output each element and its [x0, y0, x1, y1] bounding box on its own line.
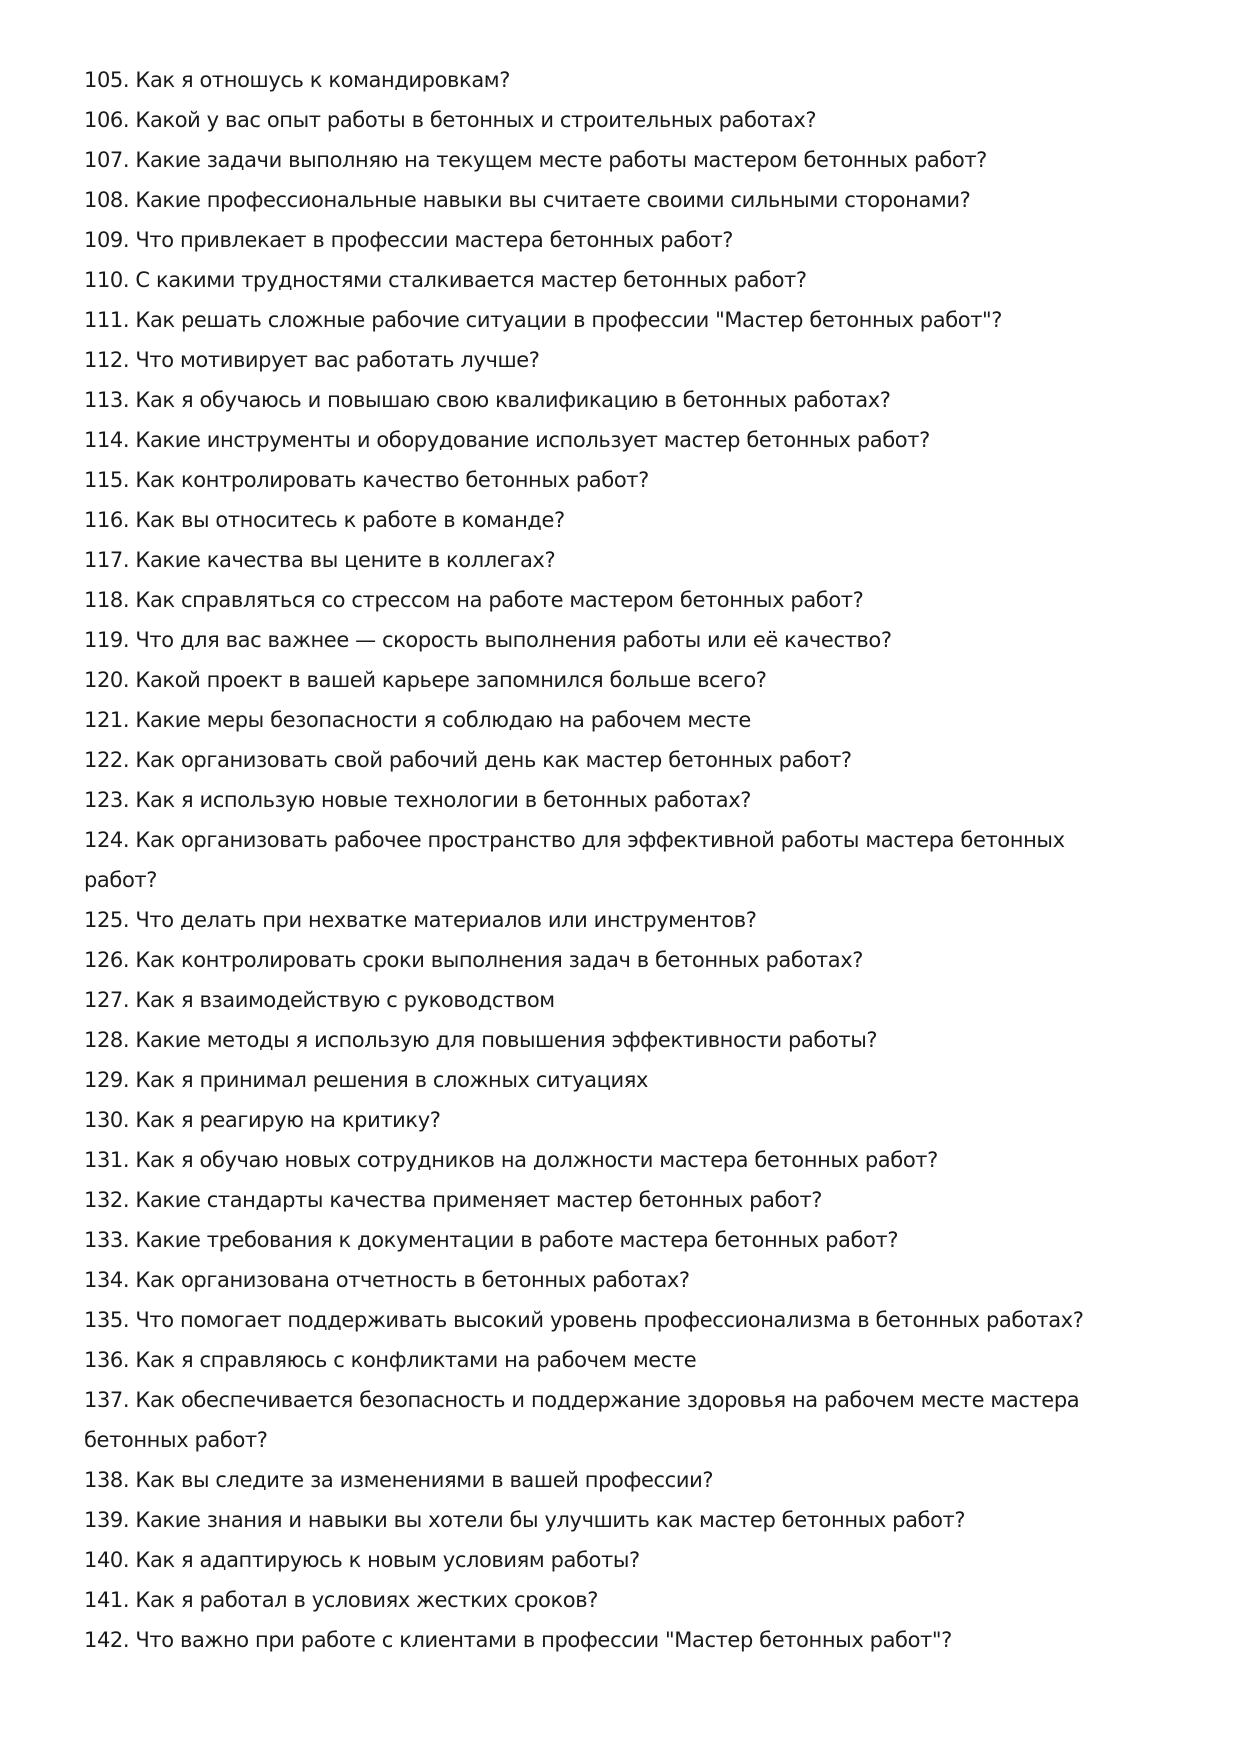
question-item: 130. Как я реагирую на критику? [84, 1108, 441, 1132]
question-item: 132. Какие стандарты качества применяет мастер бетонных работ? [84, 1188, 823, 1212]
question-item: 139. Какие знания и навыки вы хотели бы улучшить как мастер бетонных работ? [84, 1508, 966, 1532]
question-list [84, 60, 1194, 1660]
question-item: 114. Какие инструменты и оборудование использует мастер бетонных работ? [84, 428, 930, 452]
question-item: 120. Какой проект в вашей карьере запомнился больше всего? [84, 668, 767, 692]
question-item: 136. Как я справляюсь с конфликтами на рабочем месте [84, 1348, 697, 1372]
question-item: 113. Как я обучаюсь и повышаю свою квалификацию в бетонных работах? [84, 388, 891, 412]
question-item: 135. Что помогает поддерживать высокий уровень профессионализма в бетонных работах? [84, 1308, 1084, 1332]
question-item: 112. Что мотивирует вас работать лучше? [84, 348, 540, 372]
question-item: 109. Что привлекает в профессии мастера бетонных работ? [84, 228, 734, 252]
question-item: 122. Как организовать свой рабочий день как мастер бетонных работ? [84, 748, 852, 772]
question-item: 138. Как вы следите за изменениями в вашей профессии? [84, 1468, 714, 1492]
question-item: 137. Как обеспечивается безопасность и поддержание здоровья на рабочем месте мастера бетонных работ? [84, 1388, 1080, 1452]
question-item: 115. Как контролировать качество бетонных работ? [84, 468, 649, 492]
question-item: 129. Как я принимал решения в сложных ситуациях [84, 1068, 648, 1092]
question-item: 119. Что для вас важнее — скорость выполнения работы или её качество? [84, 628, 892, 652]
question-item: 126. Как контролировать сроки выполнения задач в бетонных работах? [84, 948, 863, 972]
question-item: 131. Как я обучаю новых сотрудников на должности мастера бетонных работ? [84, 1148, 938, 1172]
question-item: 121. Какие меры безопасности я соблюдаю на рабочем месте [84, 708, 751, 732]
question-item: 110. С какими трудностями сталкивается мастер бетонных работ? [84, 268, 807, 292]
question-item: 118. Как справляться со стрессом на работе мастером бетонных работ? [84, 588, 864, 612]
question-item: 141. Как я работал в условиях жестких сроков? [84, 1588, 598, 1612]
question-item: 124. Как организовать рабочее пространство для эффективной работы мастера бетонных работ? [84, 828, 1065, 892]
question-item: 133. Какие требования к документации в работе мастера бетонных работ? [84, 1228, 899, 1252]
question-item: 127. Как я взаимодействую с руководством [84, 988, 555, 1012]
question-item: 108. Какие профессиональные навыки вы считаете своими сильными сторонами? [84, 188, 971, 212]
question-item: 117. Какие качества вы цените в коллегах? [84, 548, 556, 572]
question-item: 134. Как организована отчетность в бетонных работах? [84, 1268, 690, 1292]
question-item: 142. Что важно при работе с клиентами в профессии "Мастер бетонных работ"? [84, 1628, 952, 1652]
question-item: 111. Как решать сложные рабочие ситуации в профессии "Мастер бетонных работ"? [84, 308, 1003, 332]
question-item: 128. Какие методы я использую для повышения эффективности работы? [84, 1028, 878, 1052]
question-item: 105. Как я отношусь к командировкам? [84, 68, 510, 92]
question-item: 107. Какие задачи выполняю на текущем месте работы мастером бетонных работ? [84, 148, 987, 172]
question-item: 123. Как я использую новые технологии в бетонных работах? [84, 788, 751, 812]
question-item: 125. Что делать при нехватке материалов или инструментов? [84, 908, 757, 932]
question-item: 140. Как я адаптируюсь к новым условиям работы? [84, 1548, 640, 1572]
question-item: 106. Какой у вас опыт работы в бетонных и строительных работах? [84, 108, 817, 132]
question-item: 116. Как вы относитесь к работе в команде? [84, 508, 565, 532]
